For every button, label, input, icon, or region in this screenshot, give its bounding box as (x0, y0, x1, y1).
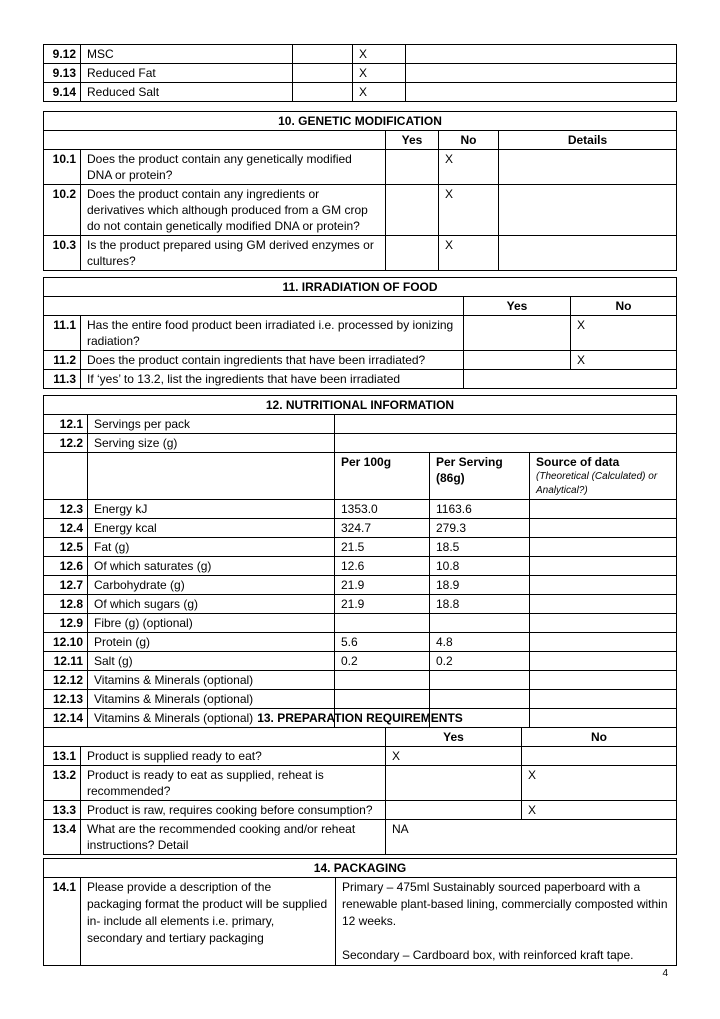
row-yes (386, 185, 439, 236)
row-number: 10.2 (44, 185, 81, 236)
blank-cell (44, 453, 88, 500)
row-per-100g (335, 614, 430, 633)
section-11-table (43, 277, 677, 389)
row-number: 12.9 (44, 614, 88, 633)
row-yes (464, 316, 571, 351)
row-per-100g (335, 671, 430, 690)
row-mark: X (353, 64, 406, 83)
row-label: Of which saturates (g) (88, 557, 335, 576)
table-row (44, 351, 677, 370)
row-details (499, 150, 677, 185)
row-source (530, 519, 677, 538)
row-number: 10.3 (44, 236, 81, 271)
row-number: 11.1 (44, 316, 81, 351)
row-question: Please provide a description of the packaging format the product will be supplied in- include all elements i.e. primary, secondary and tertiary packaging (81, 878, 336, 966)
col-yes: Yes (386, 728, 522, 747)
row-per-serving (430, 614, 530, 633)
row-label: Energy kJ (88, 500, 335, 519)
table-row (44, 150, 677, 185)
row-question: Has the entire food product been irradiated i.e. processed by ionizing radiation? (81, 316, 464, 351)
table-row (44, 576, 677, 595)
row-per-100g: 324.7 (335, 519, 430, 538)
row-question: If ‘yes’ to 13.2, list the ingredients that have been irradiated (81, 370, 464, 389)
row-per-serving: 4.8 (430, 633, 530, 652)
row-number: 12.10 (44, 633, 88, 652)
row-no: X (522, 801, 677, 820)
row-value (335, 415, 677, 434)
row-label: MSC (81, 45, 293, 64)
row-no: X (439, 150, 499, 185)
row-no: X (439, 236, 499, 271)
row-number: 11.3 (44, 370, 81, 389)
row-number: 12.12 (44, 671, 88, 690)
row-label: Salt (g) (88, 652, 335, 671)
blank-cell (406, 64, 677, 83)
table-row (44, 652, 677, 671)
row-number: 11.2 (44, 351, 81, 370)
row-source (530, 500, 677, 519)
blank-cell (44, 131, 386, 150)
col-source-note: (Theoretical (Calculated) or Analytical?) (536, 471, 658, 496)
row-source (530, 595, 677, 614)
row-per-100g: 21.9 (335, 595, 430, 614)
table-row (44, 633, 677, 652)
table-row (44, 747, 677, 766)
row-question: Does the product contain any genetically modified DNA or protein? (81, 150, 386, 185)
row-label: Servings per pack (88, 415, 335, 434)
row-question: Does the product contain ingredients that have been irradiated? (81, 351, 464, 370)
section-title: 12. NUTRITIONAL INFORMATION (44, 396, 677, 415)
section-title: 13. PREPARATION REQUIREMENTS (44, 709, 677, 728)
col-yes: Yes (464, 297, 571, 316)
row-yes (386, 150, 439, 185)
row-no: X (571, 351, 677, 370)
row-per-serving (430, 671, 530, 690)
table-row (44, 236, 677, 271)
table-row (44, 595, 677, 614)
row-yes (386, 236, 439, 271)
row-number: 12.1 (44, 415, 88, 434)
row-per-serving: 18.8 (430, 595, 530, 614)
row-source (530, 671, 677, 690)
table-row (44, 690, 677, 709)
row-question: Is the product prepared using GM derived enzymes or cultures? (81, 236, 386, 271)
row-number: 13.2 (44, 766, 81, 801)
section-13-table (43, 708, 677, 855)
row-question: Product is raw, requires cooking before consumption? (81, 801, 386, 820)
row-answer: NA (386, 820, 677, 855)
row-number: 12.5 (44, 538, 88, 557)
table-row (44, 64, 677, 83)
col-no: No (439, 131, 499, 150)
table-row (44, 83, 677, 102)
row-per-100g: 21.9 (335, 576, 430, 595)
row-no: X (571, 316, 677, 351)
row-number: 12.13 (44, 690, 88, 709)
row-number: 14.1 (44, 878, 81, 966)
row-mark: X (353, 83, 406, 102)
row-per-serving: 18.9 (430, 576, 530, 595)
row-source (530, 652, 677, 671)
row-details (499, 185, 677, 236)
col-no: No (571, 297, 677, 316)
row-number: 9.14 (44, 83, 81, 102)
section-title: 11. IRRADIATION OF FOOD (44, 278, 677, 297)
table-row (44, 45, 677, 64)
row-number: 10.1 (44, 150, 81, 185)
blank-cell (293, 45, 353, 64)
blank-cell (293, 83, 353, 102)
row-number: 12.4 (44, 519, 88, 538)
row-source (530, 690, 677, 709)
row-per-100g: 12.6 (335, 557, 430, 576)
row-source (530, 576, 677, 595)
row-number: 12.3 (44, 500, 88, 519)
col-per-100g: Per 100g (335, 453, 430, 500)
table-row (44, 878, 677, 966)
page-number: 4 (662, 968, 668, 979)
table-row (44, 801, 677, 820)
row-number: 9.13 (44, 64, 81, 83)
row-label: Reduced Salt (81, 83, 293, 102)
table-row (44, 500, 677, 519)
blank-cell (44, 728, 386, 747)
row-label: Vitamins & Minerals (optional) (88, 671, 335, 690)
row-number: 9.12 (44, 45, 81, 64)
table-row (44, 519, 677, 538)
row-label: Of which sugars (g) (88, 595, 335, 614)
section-title: 14. PACKAGING (44, 859, 677, 878)
blank-cell (293, 64, 353, 83)
row-number: 12.2 (44, 434, 88, 453)
row-label: Vitamins & Minerals (optional) (88, 690, 335, 709)
row-label: Energy kcal (88, 519, 335, 538)
row-no: X (522, 766, 677, 801)
table-row (44, 671, 677, 690)
row-per-serving: 1163.6 (430, 500, 530, 519)
blank-cell (406, 45, 677, 64)
row-source (530, 633, 677, 652)
row-mark: X (353, 45, 406, 64)
row-yes (386, 766, 522, 801)
row-number: 12.14 (44, 709, 88, 728)
row-question: Product is ready to eat as supplied, reheat is recommended? (81, 766, 386, 801)
col-no: No (522, 728, 677, 747)
row-source (530, 614, 677, 633)
col-source-title: Source of data (536, 455, 620, 469)
row-number: 13.4 (44, 820, 81, 855)
row-per-serving: 279.3 (430, 519, 530, 538)
row-label: Reduced Fat (81, 64, 293, 83)
table-row (44, 820, 677, 855)
row-number: 13.3 (44, 801, 81, 820)
row-value (335, 434, 677, 453)
table-row (44, 557, 677, 576)
section-9-table (43, 44, 677, 102)
section-12-table (43, 395, 677, 728)
col-details: Details (499, 131, 677, 150)
row-label: Fibre (g) (optional) (88, 614, 335, 633)
table-row (44, 614, 677, 633)
packaging-secondary: Secondary – Cardboard box, with reinforced kraft tape. (342, 948, 634, 962)
row-source (530, 538, 677, 557)
row-number: 12.7 (44, 576, 88, 595)
table-row (44, 766, 677, 801)
row-per-100g (335, 690, 430, 709)
row-number: 12.8 (44, 595, 88, 614)
row-label: Protein (g) (88, 633, 335, 652)
row-yes: X (386, 747, 522, 766)
row-question: What are the recommended cooking and/or reheat instructions? Detail (81, 820, 386, 855)
row-details (499, 236, 677, 271)
row-per-serving: 0.2 (430, 652, 530, 671)
row-yes (386, 801, 522, 820)
row-per-serving (430, 690, 530, 709)
row-question: Product is supplied ready to eat? (81, 747, 386, 766)
row-number: 12.6 (44, 557, 88, 576)
table-row (44, 538, 677, 557)
section-title: 10. GENETIC MODIFICATION (44, 112, 677, 131)
row-label: Serving size (g) (88, 434, 335, 453)
col-per-serving: Per Serving (86g) (430, 453, 530, 500)
row-number: 13.1 (44, 747, 81, 766)
row-number: 12.11 (44, 652, 88, 671)
col-source (530, 453, 677, 500)
blank-cell (88, 453, 335, 500)
row-no (522, 747, 677, 766)
row-per-100g: 0.2 (335, 652, 430, 671)
row-source (530, 557, 677, 576)
table-row (44, 185, 677, 236)
col-yes: Yes (386, 131, 439, 150)
packaging-primary: Primary – 475ml Sustainably sourced paperboard with a renewable plant-based lining, commercially composted within 12 weeks. (342, 880, 668, 928)
row-label: Carbohydrate (g) (88, 576, 335, 595)
section-10-table (43, 111, 677, 271)
row-per-serving: 10.8 (430, 557, 530, 576)
blank-cell (406, 83, 677, 102)
row-label: Fat (g) (88, 538, 335, 557)
row-per-100g: 5.6 (335, 633, 430, 652)
row-per-100g: 21.5 (335, 538, 430, 557)
blank-cell (44, 297, 464, 316)
row-yes (464, 351, 571, 370)
row-question: Does the product contain any ingredients or derivatives which although produced from a GM crop do not contain genetically modified DNA or protein? (81, 185, 386, 236)
row-per-100g: 1353.0 (335, 500, 430, 519)
row-answer (336, 878, 677, 966)
section-14-table (43, 858, 677, 966)
table-row (44, 316, 677, 351)
row-per-serving: 18.5 (430, 538, 530, 557)
row-no: X (439, 185, 499, 236)
row-answer (464, 370, 677, 389)
table-row (44, 370, 677, 389)
row-label: Vitamins & Minerals (optional) (88, 709, 335, 728)
